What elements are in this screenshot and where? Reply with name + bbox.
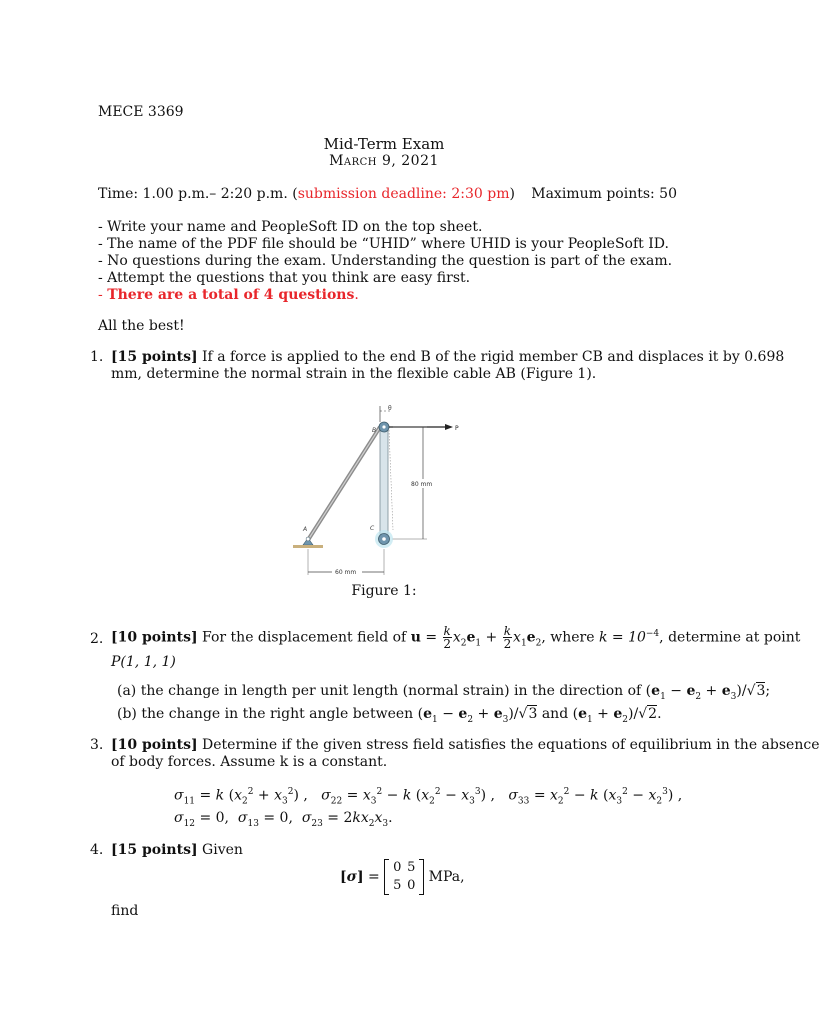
matrix-cell-11: 0 [393,860,402,875]
q4-number: 4. [90,842,104,858]
q2-k-exponent: −4 [645,629,660,639]
instruction-2: - The name of the PDF file should be “UHID” where UHID is your PeopleSoft ID. [98,236,669,252]
exam-date: March 9, 2021 [329,153,439,169]
q4-stress-matrix: [σ] = 0 5 5 0 MPa, [340,860,465,893]
dim-80-label: 80 mm [411,481,433,488]
stress-matrix [384,859,424,895]
pin-c-hole [382,537,386,541]
label-b: B [372,427,377,434]
dim-60-label: 60 mm [335,569,357,576]
q4-text [111,842,243,858]
label-p: P [455,425,459,432]
q1-number: 1. [90,349,104,365]
q1-text-2: mm, determine the normal strain in the flexible cable AB (Figure 1). [111,366,597,382]
course-code: MECE 3369 [98,104,184,120]
q4-unit: MPa, [428,869,465,885]
matrix-cell-12: 5 [407,860,416,875]
q2-b-label: (b) [117,706,137,722]
q2-a-label: (a) [117,683,137,699]
matrix-cell-22: 0 [407,878,416,893]
q2-number: 2. [90,631,104,647]
submission-deadline: submission deadline: 2:30 pm [297,186,510,202]
q3-points: [10 points] [111,737,198,753]
q2-part-a: (a) the change in length per unit length (normal strain) in the direction of $(e_1 - e_2 + e_3)/√3$; [117,683,771,702]
q4-find: find [111,903,139,919]
q3-text-2: of body forces. Assume k is a constant. [111,754,388,770]
ground-a [293,545,323,548]
warning-text: There are a total of 4 questions [107,287,355,303]
q2-part-b: (b) the change in the right angle between $(e_1 - e_2 + e_3)/√3$ and $(e_1 + e_2)/√2$. [117,706,662,725]
time-line [98,186,515,202]
label-theta: θ [388,405,392,412]
figure-1-caption: Figure 1: [351,583,417,599]
displaced-position [389,430,393,530]
cable-ab-highlight [308,427,380,540]
q3-equation-2: $\sigma_{12} = 0$, $\sigma_{13} = 0$, $\sigma_{23} = 2kx_2x_3$. [174,810,393,829]
q2-points: [10 points] [111,629,198,646]
figure-1-diagram [285,402,485,582]
q1-points: [15 points] [111,349,198,365]
exam-title: Mid-Term Exam [323,135,445,153]
greeting: All the best! [98,318,185,334]
frac-k-over-2-b: $\frac{k}{2}$ [503,623,512,652]
q1-text: If a force is applied to the end B of the rigid member CB and displaces it by 0.698 [197,349,785,365]
force-p-arrowhead [445,424,453,430]
q2-text-1: [10 points] For the displacement field of u = $\frac{k}{2}$ $x_2e_1$ + $\frac{k}{2}$ $x_1e_2$, where $k = 10^{-4}$, determine at point [111,623,801,652]
time-close: ) [509,186,515,202]
frac-k-over-2-a: $\frac{k}{2}$ [443,623,451,652]
max-points: Maximum points: 50 [531,186,677,202]
question-count-warning [98,287,359,303]
q2-intro: For the displacement field of [197,629,411,646]
time-text: Time: 1.00 p.m.– 2:20 p.m. ( [98,186,298,202]
instruction-1: - Write your name and PeopleSoft ID on the top sheet. [98,219,483,235]
matrix-cell-21: 5 [393,878,402,893]
q2-tail: , determine at point [659,629,801,646]
q2-b-text: the change in the right angle between [141,706,414,722]
q2-where: , where [541,629,599,646]
q1-text-1 [111,349,784,365]
q2-point: P(1, 1, 1) [111,654,176,670]
q2-and: and [541,706,569,722]
q3-equation-1: $\sigma_{11} = k$ $(x_2^2 + x_3^2)$ , $\sigma_{22} = x_3^2 - k$ $(x_2^2 - x_3^3)$ , $\sigma_{33} = x_2^2 - k$ $(x_3^2 - x_2^3)$ , [174,787,683,807]
pin-b-hole [382,425,385,428]
label-a: A [303,526,308,533]
q2-a-text: the change in length per unit length (normal strain) in the direction of [140,683,642,699]
q3-text-1 [111,737,819,753]
label-c: C [370,525,375,532]
q3-text: Determine if the given stress field satisfies the equations of equilibrium in the absence [197,737,819,753]
instruction-3: - No questions during the exam. Understanding the question is part of the exam. [98,253,673,269]
pin-a [306,537,310,541]
q4-points: [15 points] [111,842,198,858]
member-cb [380,427,388,535]
warning-dash: - [98,287,108,303]
warning-period: . [354,287,359,303]
q2-k-value: k = 10 [598,629,646,646]
q4-given: Given [197,842,243,858]
q3-number: 3. [90,737,104,753]
instruction-4: - Attempt the questions that you think are easy first. [98,270,471,286]
